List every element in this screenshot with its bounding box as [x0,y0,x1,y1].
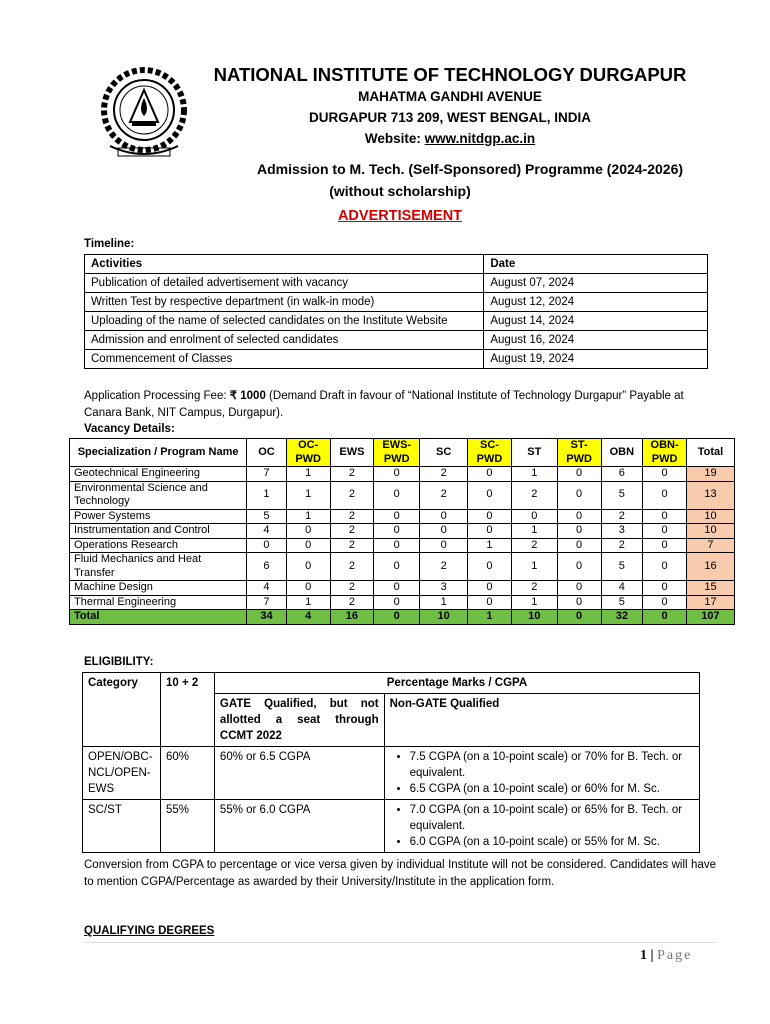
vacancy-cell: 7 [686,538,734,553]
vacancy-cell: 2 [420,481,468,509]
eligibility-nongate [384,747,699,800]
page-label: Page [657,948,693,963]
website-label: Website: [364,131,425,146]
vacancy-cell: 2 [330,467,374,482]
vacancy-header: Specialization / Program Name [70,439,247,467]
eligibility-10plus2: 55% [160,800,214,853]
vacancy-cell: 0 [468,595,512,610]
vacancy-body [70,467,735,610]
vacancy-cell: 2 [330,481,374,509]
table-row [70,524,735,539]
eligibility-10plus2: 60% [160,747,214,800]
vacancy-cell: 16 [686,553,734,581]
address-line-1: MAHATMA GANDHI AVENUE [358,89,542,104]
vacancy-header: SC [420,439,468,467]
vacancy-cell: 0 [247,538,287,553]
vacancy-header: ST [511,439,557,467]
timeline-row [85,350,708,369]
vacancy-cell: 13 [686,481,734,509]
vacancy-cell: 2 [330,595,374,610]
vacancy-cell: 1 [420,595,468,610]
vacancy-specialization: Thermal Engineering [70,595,247,610]
list-item: • 7.5 CGPA (on a 10-point scale) or 70% for B. Tech. or equivalent. [410,749,694,781]
timeline-activity: Uploading of the name of selected candidates on the Institute Website [85,312,484,331]
vacancy-cell: 2 [330,538,374,553]
list-item: • 6.0 CGPA (on a 10-point scale) or 55% for M. Sc. [410,834,694,850]
eligibility-gate: 55% or 6.0 CGPA [214,800,384,853]
vacancy-cell: 0 [468,509,512,524]
timeline-date: August 12, 2024 [484,293,708,312]
page-number [640,948,692,964]
vacancy-cell: 0 [643,467,687,482]
vacancy-specialization: Geotechnical Engineering [70,467,247,482]
vacancy-cell: 0 [286,581,330,596]
vacancy-cell: 1 [511,467,557,482]
footer-divider [84,942,716,943]
fee-suffix: (Demand Draft in favour of “National Institute of Technology Durgapur” Payable at Canara Bank, NIT Campus, Durgapur). [84,390,684,419]
vacancy-cell: 3 [601,524,643,539]
vacancy-header: OBN-PWD [643,439,687,467]
vacancy-cell: 7 [247,595,287,610]
vacancy-cell: 1 [286,509,330,524]
vacancy-cell: 0 [557,509,601,524]
vacancy-cell: 32 [601,610,643,625]
vacancy-specialization: Instrumentation and Control [70,524,247,539]
vacancy-header: EWS [330,439,374,467]
table-row [70,595,735,610]
vacancy-cell: 0 [511,509,557,524]
vacancy-cell: 0 [420,509,468,524]
eligibility-category: SC/ST [83,800,161,853]
vacancy-cell: 0 [557,610,601,625]
admission-line-1: Admission to M. Tech. (Self-Sponsored) Programme (2024-2026) [256,161,684,177]
vacancy-cell: 2 [330,524,374,539]
vacancy-cell: 0 [420,524,468,539]
vacancy-cell: 0 [374,509,420,524]
website-link[interactable]: www.nitdgp.ac.in [424,131,536,146]
vacancy-cell: 10 [511,610,557,625]
vacancy-table [69,438,735,625]
timeline-activity: Written Test by respective department (in walk-in mode) [85,293,484,312]
vacancy-cell: 107 [686,610,734,625]
eligibility-row [83,747,700,800]
vacancy-cell: 2 [511,538,557,553]
eligibility-gate: 60% or 6.5 CGPA [214,747,384,800]
timeline-row [85,274,708,293]
vacancy-cell: 1 [468,538,512,553]
vacancy-cell: 0 [468,467,512,482]
institute-name: NATIONAL INSTITUTE OF TECHNOLOGY DURGAPUR [213,64,687,85]
vacancy-cell: 0 [374,467,420,482]
vacancy-cell: 0 [643,581,687,596]
eligibility-table [82,672,700,853]
address-line-2: DURGAPUR 713 209, WEST BENGAL, INDIA [308,110,592,125]
vacancy-cell: 0 [374,553,420,581]
vacancy-cell: 0 [468,524,512,539]
eligibility-header-percentage: Percentage Marks / CGPA [214,673,699,694]
vacancy-cell: 10 [420,610,468,625]
vacancy-cell: 34 [247,610,287,625]
fee-amount: ₹ 1000 [229,390,266,402]
application-fee [84,388,716,422]
vacancy-cell: 1 [286,481,330,509]
vacancy-header-row [70,439,735,467]
vacancy-cell: 0 [420,538,468,553]
vacancy-cell: 1 [286,467,330,482]
vacancy-cell: 19 [686,467,734,482]
vacancy-cell: 0 [557,524,601,539]
vacancy-header: OC-PWD [286,439,330,467]
vacancy-cell: 0 [557,553,601,581]
qualifying-degrees-heading: QUALIFYING DEGREES [84,925,215,937]
vacancy-cell: 0 [468,553,512,581]
vacancy-cell: 6 [247,553,287,581]
timeline-date: August 07, 2024 [484,274,708,293]
timeline-date: August 19, 2024 [484,350,708,369]
eligibility-category: OPEN/OBC-NCL/OPEN-EWS [83,747,161,800]
page-number-value: 1 [640,948,647,963]
vacancy-cell: 2 [420,467,468,482]
vacancy-specialization: Fluid Mechanics and Heat Transfer [70,553,247,581]
vacancy-cell: 0 [286,524,330,539]
timeline-header-date: Date [484,255,708,274]
timeline-row [85,312,708,331]
vacancy-cell: 4 [286,610,330,625]
vacancy-header: OBN [601,439,643,467]
vacancy-label: Vacancy Details: [84,423,175,435]
vacancy-cell: 2 [330,509,374,524]
vacancy-total-row [70,610,735,625]
vacancy-cell: 1 [468,610,512,625]
vacancy-cell: 0 [374,610,420,625]
vacancy-cell: 1 [247,481,287,509]
timeline-activity: Admission and enrolment of selected candidates [85,331,484,350]
timeline-activity: Commencement of Classes [85,350,484,369]
timeline-header-activities: Activities [85,255,484,274]
eligibility-nongate-list [390,802,694,850]
vacancy-cell: 1 [511,553,557,581]
vacancy-cell: 2 [601,509,643,524]
vacancy-cell: 0 [557,581,601,596]
timeline-row [85,331,708,350]
vacancy-cell: 10 [686,524,734,539]
eligibility-header-gate: GATE Qualified, but not allotted a seat through CCMT 2022 [214,694,384,747]
vacancy-cell: 0 [374,581,420,596]
vacancy-cell: 5 [601,553,643,581]
vacancy-cell: 0 [374,538,420,553]
vacancy-cell: 0 [557,595,601,610]
vacancy-specialization: Environmental Science and Technology [70,481,247,509]
eligibility-label: ELIGIBILITY: [84,656,154,668]
vacancy-cell: 0 [643,553,687,581]
vacancy-cell: 15 [686,581,734,596]
vacancy-cell: 0 [557,538,601,553]
vacancy-cell: 1 [286,595,330,610]
vacancy-cell: 0 [557,467,601,482]
table-row [70,481,735,509]
eligibility-header-10plus2: 10 + 2 [160,673,214,747]
admission-title [150,158,770,202]
vacancy-cell: 10 [686,509,734,524]
table-row [70,538,735,553]
list-item: • 7.0 CGPA (on a 10-point scale) or 65% for B. Tech. or equivalent. [410,802,694,834]
timeline-date: August 14, 2024 [484,312,708,331]
vacancy-cell: 4 [247,524,287,539]
vacancy-cell: 1 [511,524,557,539]
eligibility-nongate-list [390,749,694,797]
website-line [160,131,740,146]
vacancy-cell: 5 [601,595,643,610]
vacancy-cell: 0 [286,553,330,581]
timeline-row [85,293,708,312]
eligibility-row [83,800,700,853]
vacancy-cell: 1 [511,595,557,610]
vacancy-cell: 5 [247,509,287,524]
vacancy-cell: 17 [686,595,734,610]
vacancy-cell: 0 [374,595,420,610]
vacancy-header: ST-PWD [557,439,601,467]
page-sep: | [647,948,658,963]
vacancy-cell: Total [70,610,247,625]
vacancy-cell: 3 [420,581,468,596]
table-row [70,467,735,482]
vacancy-cell: 4 [247,581,287,596]
vacancy-cell: 0 [286,538,330,553]
eligibility-header-category: Category [83,673,161,747]
vacancy-cell: 2 [511,481,557,509]
vacancy-cell: 2 [330,581,374,596]
vacancy-header: Total [686,439,734,467]
vacancy-cell: 4 [601,581,643,596]
vacancy-cell: 0 [468,581,512,596]
vacancy-cell: 6 [601,467,643,482]
vacancy-header: EWS-PWD [374,439,420,467]
timeline-header-row [85,255,708,274]
table-row [70,553,735,581]
fee-prefix: Application Processing Fee: [84,390,230,402]
vacancy-specialization: Machine Design [70,581,247,596]
eligibility-nongate [384,800,699,853]
vacancy-cell: 0 [374,481,420,509]
vacancy-header: SC-PWD [468,439,512,467]
vacancy-cell: 0 [557,481,601,509]
vacancy-cell: 0 [643,524,687,539]
vacancy-cell: 5 [601,481,643,509]
vacancy-cell: 0 [468,481,512,509]
timeline-activity: Publication of detailed advertisement with vacancy [85,274,484,293]
list-item: • 6.5 CGPA (on a 10-point scale) or 60% for M. Sc. [410,781,694,797]
vacancy-cell: 2 [420,553,468,581]
eligibility-header-nongate: Non-GATE Qualified [384,694,699,747]
vacancy-cell: 16 [330,610,374,625]
admission-line-2: (without scholarship) [329,183,471,199]
vacancy-cell: 0 [643,595,687,610]
timeline-date: August 16, 2024 [484,331,708,350]
eligibility-header-row [83,673,700,694]
vacancy-cell: 2 [330,553,374,581]
conversion-note: Conversion from CGPA to percentage or vice versa given by individual Institute will not be considered. Candidates will have to mention CGPA/Percentage as awarded by their University/Institute in the application form. [84,859,716,888]
vacancy-cell: 2 [601,538,643,553]
vacancy-cell: 0 [374,524,420,539]
table-row [70,581,735,596]
timeline-label: Timeline: [84,238,135,250]
vacancy-cell: 0 [643,509,687,524]
vacancy-cell: 0 [643,481,687,509]
vacancy-cell: 7 [247,467,287,482]
vacancy-specialization: Power Systems [70,509,247,524]
vacancy-cell: 0 [643,538,687,553]
timeline-table [84,254,708,369]
vacancy-cell: 2 [511,581,557,596]
vacancy-cell: 0 [643,610,687,625]
vacancy-header: OC [247,439,287,467]
advertisement-heading: ADVERTISEMENT [337,208,463,224]
table-row [70,509,735,524]
vacancy-specialization: Operations Research [70,538,247,553]
